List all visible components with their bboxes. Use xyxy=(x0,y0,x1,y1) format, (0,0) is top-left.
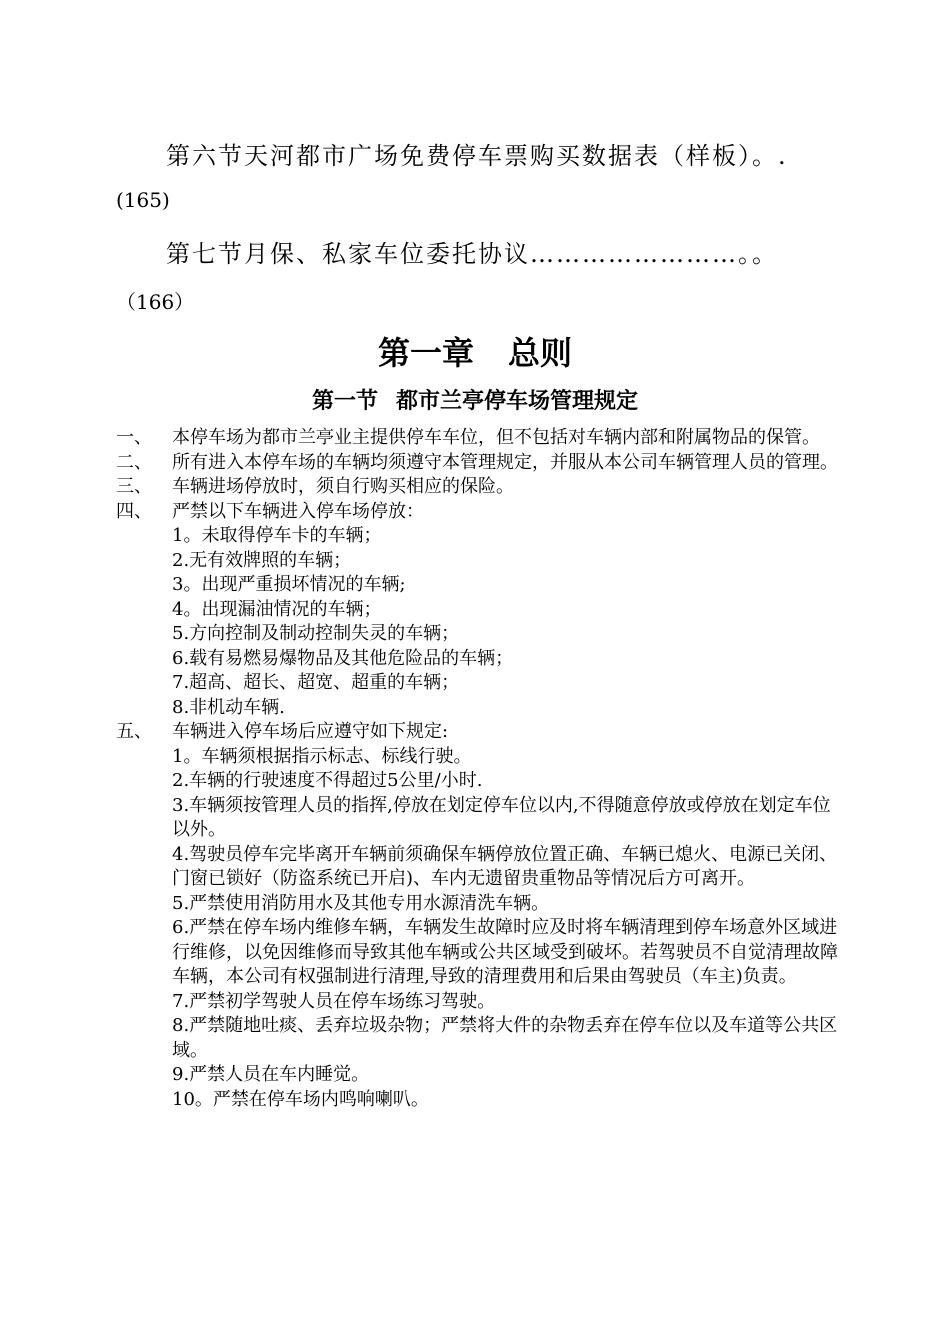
list-item xyxy=(116,720,846,745)
toc-entry-7 xyxy=(118,234,863,269)
sub-item: 4。出现漏油情况的车辆； xyxy=(172,598,382,620)
sub-item: 2.车辆的行驶速度不得超过5公里/小时. xyxy=(172,770,483,791)
sub-item: 3.车辆须按管理人员的指挥,停放在划定停车位以内,不得随意停放或停放在划定车位以外。 xyxy=(172,794,831,840)
sub-item: 2.无有效牌照的车辆； xyxy=(172,549,352,571)
list-item xyxy=(116,451,846,476)
item-text: 本停车场为都市兰亭业主提供停车车位，但不包括对车辆内部和附属物品的保管。 xyxy=(172,427,820,448)
toc-entry-text: 第六节天河都市广场免费停车票购买数据表（样板）。. xyxy=(166,142,788,170)
sub-item: 5.方向控制及制动控制失灵的车辆； xyxy=(172,623,460,644)
item-text: 车辆进入停车场后应遵守如下规定: xyxy=(172,721,449,742)
sub-item: 1。车辆须根据指示标志、标线行驶。 xyxy=(172,745,472,767)
sub-item: 6.严禁在停车场内维修车辆，车辆发生故障时应及时将车辆清理到停车场意外区域进行维修，以免因维修而导致其他车辆或公共区域受到破坏。若驾驶员不自觉清理故障车辆，本公司有权强制进行清理,导致的清理费用和后果由驾驶员（车主)负责。 xyxy=(172,917,838,987)
list-item xyxy=(116,426,846,451)
sub-item: 8.非机动车辆. xyxy=(172,696,285,718)
section-name: 都市兰亭停车场管理规定 xyxy=(396,389,639,414)
chapter-title xyxy=(0,328,950,374)
list-item xyxy=(116,500,846,525)
item-number: 一、 xyxy=(116,427,152,448)
sub-item: 10。严禁在停车场内鸣响喇叭。 xyxy=(172,1088,429,1110)
sub-item: 3。出现严重损坏情况的车辆; xyxy=(172,574,406,595)
item-number: 二、 xyxy=(116,451,152,473)
toc-entry-7-page: （166） xyxy=(116,290,195,314)
sub-item: 6.载有易燃易爆物品及其他危险品的车辆； xyxy=(172,647,514,669)
chapter-name: 总则 xyxy=(508,334,573,372)
toc-entry-6 xyxy=(118,136,863,171)
item-number: 四、 xyxy=(116,500,152,522)
list-item xyxy=(116,475,846,500)
sub-item: 9.严禁人员在车内睡觉。 xyxy=(172,1064,370,1085)
sub-item: 7.超高、超长、超宽、超重的车辆； xyxy=(172,672,460,693)
sub-item: 8.严禁随地吐痰、丢弃垃圾杂物；严禁将大件的杂物丢弃在停车位以及车道等公共区域。 xyxy=(172,1015,838,1061)
toc-entry-6-page: (165) xyxy=(116,188,170,212)
item-text: 车辆进场停放时，须自行购买相应的保险。 xyxy=(172,476,514,497)
item-number: 五、 xyxy=(116,721,152,742)
sub-item: 4.驾驶员停车完毕离开车辆前须确保车辆停放位置正确、车辆已熄火、电源已关闭、门窗已锁好（防盗系统已开启)、车内无遗留贵重物品等情况后方可离开。 xyxy=(172,843,838,889)
toc-entry-text: 第七节月保、私家车位委托协议……………………。。 xyxy=(166,240,778,268)
item-number: 三、 xyxy=(116,476,152,497)
item-text: 所有进入本停车场的车辆均须遵守本管理规定，并服从本公司车辆管理人员的管理。 xyxy=(172,451,838,473)
section-title xyxy=(0,384,950,415)
sub-item: 7.严禁初学驾驶人员在停车场练习驾驶。 xyxy=(172,990,496,1012)
chapter-number: 第一章 xyxy=(377,334,474,372)
sub-item: 1。未取得停车卡的车辆； xyxy=(172,525,382,546)
item-text: 严禁以下车辆进入停车场停放： xyxy=(172,500,424,522)
regulations-body xyxy=(116,426,846,1112)
sub-item: 5.严禁使用消防用水及其他专用水源清洗车辆。 xyxy=(172,892,550,914)
section-number: 第一节 xyxy=(311,389,378,414)
